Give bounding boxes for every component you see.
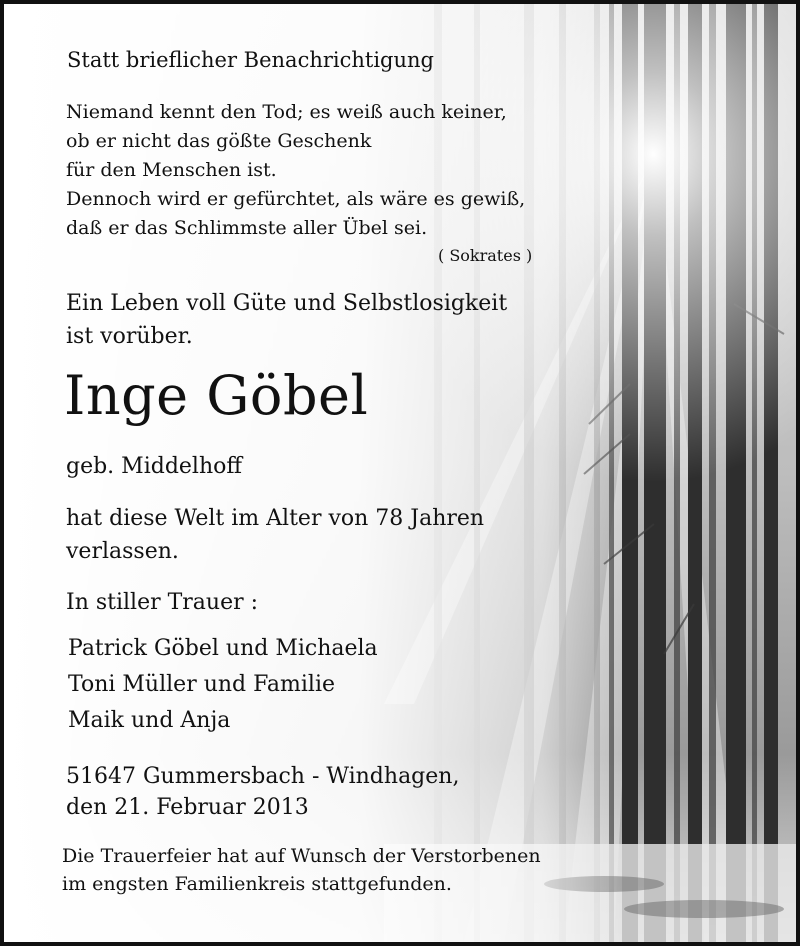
place-date (66, 761, 459, 823)
quote-line: für den Menschen ist. (66, 159, 277, 181)
death-line: verlassen. (66, 539, 179, 564)
quote-line: daß er das Schlimmste aller Übel sei. (66, 217, 428, 239)
quote-author: ( Sokrates ) (438, 246, 533, 265)
mourning-label: In stiller Trauer : (66, 590, 259, 615)
intro-line: ist vorüber. (66, 324, 193, 349)
quote-line: ob er nicht das gößte Geschenk (66, 130, 372, 152)
deceased-name: Inge Göbel (64, 364, 369, 427)
death-text (66, 502, 484, 568)
death-line: hat diese Welt im Alter von 78 Jahren (66, 506, 485, 531)
funeral-line: Die Trauerfeier hat auf Wunsch der Verstorbenen (62, 845, 541, 867)
mourner-name: Toni Müller und Familie (68, 672, 335, 697)
intro-line: Ein Leben voll Güte und Selbstlosigkeit (66, 291, 508, 316)
quote (66, 98, 525, 243)
mourner-name: Maik und Anja (68, 708, 231, 733)
mourners-list (68, 631, 378, 739)
funeral-line: im engsten Familienkreis stattgefunden. (62, 873, 452, 895)
mourner-name: Patrick Göbel und Michaela (68, 636, 378, 661)
funeral-info (62, 842, 541, 898)
intro-text (66, 287, 507, 353)
notice-header: Statt brieflicher Benachrichtigung (67, 48, 434, 72)
quote-line: Dennoch wird er gefürchtet, als wäre es gewiß, (66, 188, 526, 210)
birth-name: geb. Middelhoff (66, 454, 242, 479)
quote-line: Niemand kennt den Tod; es weiß auch keiner, (66, 101, 507, 123)
place-line: 51647 Gummersbach - Windhagen, (66, 764, 460, 789)
date-line: den 21. Februar 2013 (66, 795, 309, 820)
